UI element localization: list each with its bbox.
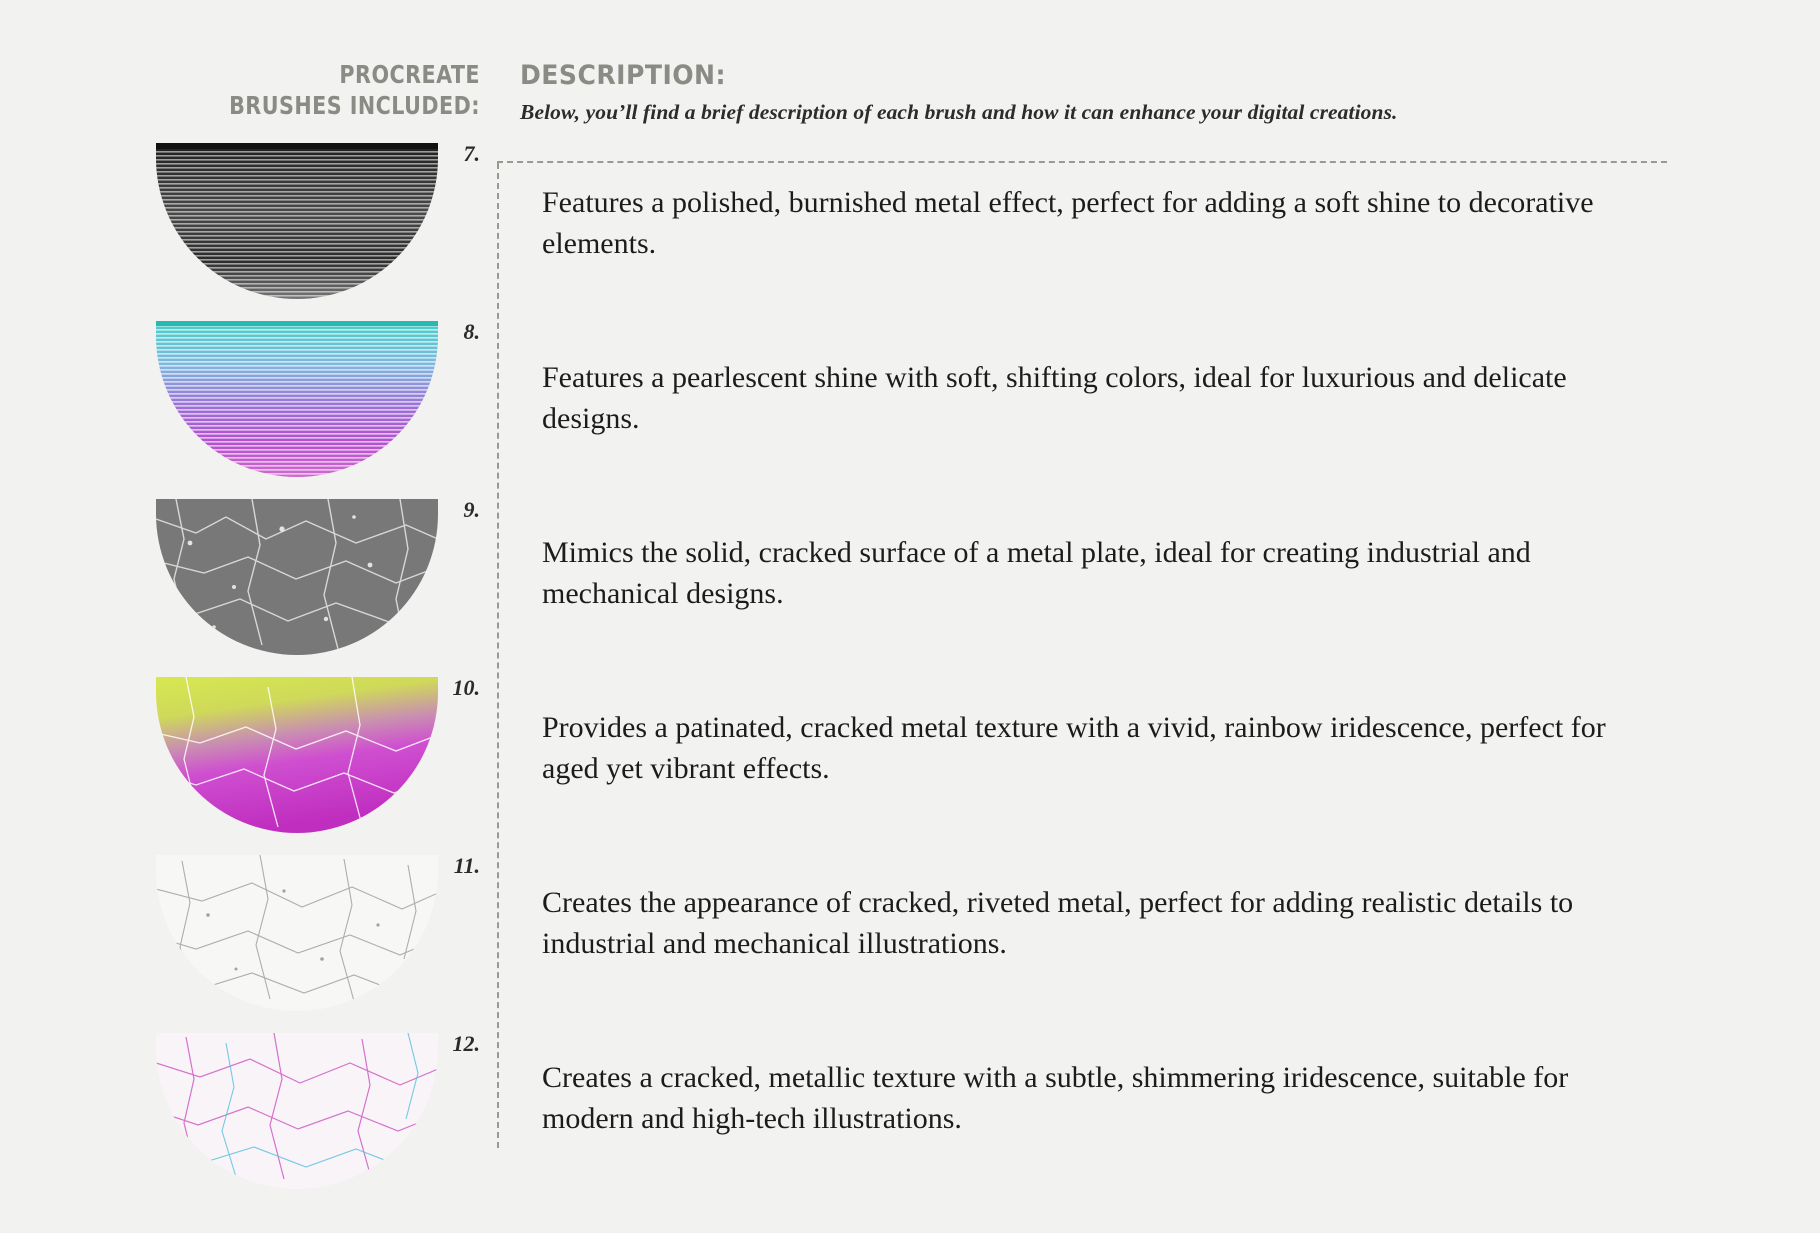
burnished-metal-texture-icon <box>156 143 438 299</box>
list-item <box>520 1058 1670 1233</box>
description-column <box>520 60 1670 1233</box>
brush-description: Features a polished, burnished metal effect, perfect for adding a soft shine to decorative elements. <box>542 186 1594 260</box>
brush-description: Creates a cracked, metallic texture with a subtle, shimmering iridescence, suitable for modern and high-tech illustrations. <box>542 1061 1569 1135</box>
cracked-riveted-metal-texture-icon <box>156 855 438 1011</box>
brushes-included-column <box>150 60 480 1208</box>
column-divider <box>497 163 499 1148</box>
list-item <box>520 183 1670 358</box>
swatch-row <box>150 143 480 299</box>
brushes-included-title-line1: PROCREATE <box>339 60 480 89</box>
description-title: DESCRIPTION: <box>520 60 727 91</box>
brushes-included-title-line2: BRUSHES INCLUDED: <box>229 90 480 120</box>
swatch-number: 10. <box>452 675 480 700</box>
list-item <box>520 358 1670 533</box>
patinated-rainbow-texture-icon <box>156 677 438 833</box>
burnished-metal-swatch <box>156 143 438 299</box>
brush-description: Mimics the solid, cracked surface of a metal plate, ideal for creating industrial and mechanical designs. <box>542 536 1531 610</box>
swatch-number: 12. <box>452 1031 480 1056</box>
cracked-iridescent-swatch <box>156 1033 438 1189</box>
cracked-metal-plate-texture-icon <box>156 499 438 655</box>
swatch-number: 9. <box>463 497 480 522</box>
patinated-rainbow-swatch <box>156 677 438 833</box>
swatch-row <box>150 321 480 477</box>
cracked-riveted-metal-swatch <box>156 855 438 1011</box>
list-item <box>520 533 1670 708</box>
swatch-row <box>150 855 480 1011</box>
cracked-iridescent-texture-icon <box>156 1033 438 1189</box>
pearlescent-texture-icon <box>156 321 438 477</box>
description-list <box>520 183 1670 1233</box>
list-item <box>520 883 1670 1058</box>
swatch-row <box>150 1033 480 1189</box>
description-subtitle: Below, you’ll find a brief description of each brush and how it can enhance your digital creations. <box>520 100 1398 124</box>
swatch-number: 7. <box>463 141 480 166</box>
swatch-number: 8. <box>463 319 480 344</box>
swatch-row <box>150 677 480 833</box>
brush-description: Creates the appearance of cracked, riveted metal, perfect for adding realistic details to industrial and mechanical illustrations. <box>542 886 1574 960</box>
pearlescent-shine-swatch <box>156 321 438 477</box>
swatch-number: 11. <box>453 853 480 878</box>
brushes-included-title <box>176 60 480 121</box>
swatch-list <box>150 143 480 1189</box>
brush-description: Provides a patinated, cracked metal texture with a vivid, rainbow iridescence, perfect for aged yet vibrant effects. <box>542 711 1606 785</box>
swatch-row <box>150 499 480 655</box>
cracked-metal-plate-swatch <box>156 499 438 655</box>
list-item <box>520 708 1670 883</box>
brush-description: Features a pearlescent shine with soft, shifting colors, ideal for luxurious and delicate designs. <box>542 361 1567 435</box>
